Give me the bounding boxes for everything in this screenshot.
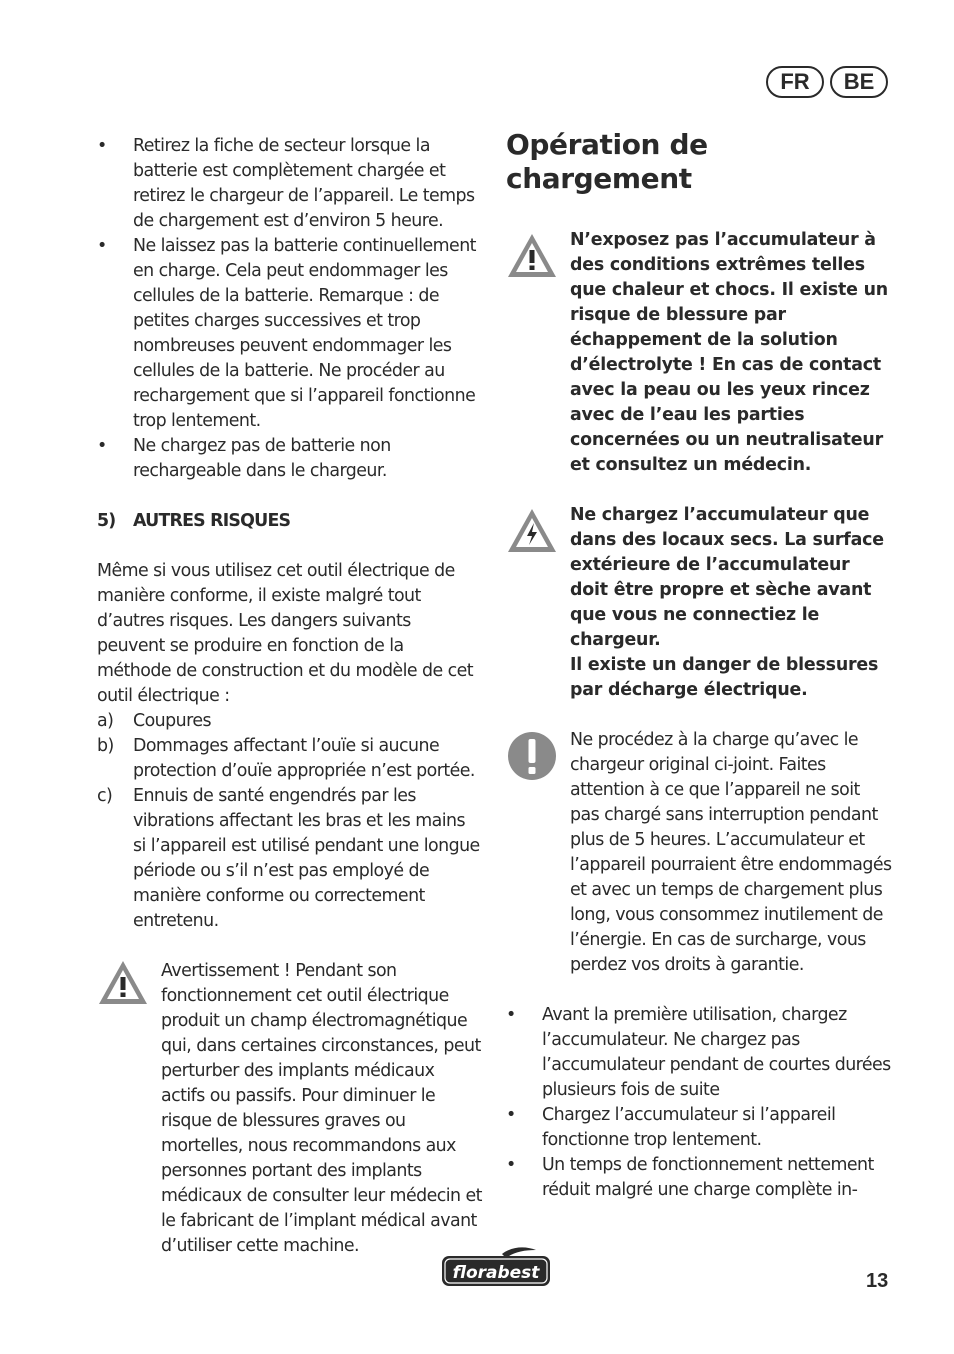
- electric-hazard-icon: [506, 505, 558, 557]
- list-item: • Avant la première utilisation, chargez l’accumulateur. Ne chargez pas l’accumulateur pendant de courtes durées plusieurs fois de suite: [506, 1003, 892, 1103]
- electric-shock-warning-block: [506, 503, 892, 703]
- electrolyte-warning-text: N’exposez pas l’accumulateur à des conditions extrêmes telles que chaleur et chocs. Il existe un risque de blessure par échappement de la solution d’électrolyte ! En cas de contact avec la peau ou les yeux rincez avec de l’eau les parties concernées ou un neutralisateur et consultez un médecin.: [570, 230, 888, 475]
- list-item: a) Coupures: [97, 711, 211, 731]
- charging-note-block: [506, 728, 892, 978]
- charging-instructions-list: [506, 1003, 892, 1203]
- list-item: • Retirez la fiche de secteur lorsque la batterie est complètement chargée et retirez le chargeur de l’appareil. Le temps de chargement est d’environ 5 heure.: [97, 134, 482, 234]
- language-badge-fr: FR: [766, 66, 824, 98]
- florabest-logo: [440, 1246, 552, 1288]
- svg-text:florabest: florabest: [452, 1263, 540, 1283]
- list-item: • Un temps de fonctionnement nettement réduit malgré une charge complète in-: [506, 1153, 892, 1203]
- charging-note-text: Ne procédez à la charge qu’avec le chargeur original ci-joint. Faites attention à ce que l’appareil ne soit pas chargé sans interruption pendant plus de 5 heures. L’accumulateur et l’appareil pourraient être endommagés et avec un temps de chargement plus long, vous consommez inutilement de l’énergie. En cas de surcharge, vous perdez vos droits à garantie.: [570, 730, 892, 975]
- list-item: c) Ennuis de santé engendrés par les vibrations affectant les bras et les mains si l’appareil est utilisé pendant une longue période ou s’il n’est pas employé de manière conforme ou correctement entretenu.: [97, 786, 480, 931]
- emf-warning-text: Avertissement ! Pendant son fonctionnement cet outil électrique produit un champ électromagnétique qui, dans certaines circonstances, peut perturber des implants médicaux actifs ou passifs. Pour diminuer le risque de blessures graves ou mortelles, nous recommandons aux personnes portant des implants médicaux de consulter leur médecin et le fabricant de l’implant médical avant d’utiliser cette machine.: [161, 961, 482, 1256]
- warning-triangle-icon: [506, 230, 558, 282]
- page-title: Opération de chargement: [506, 128, 708, 195]
- emf-warning-block: [97, 959, 482, 1259]
- exclamation-circle-icon: [506, 730, 558, 782]
- list-item: • Chargez l’accumulateur si l’appareil fonctionne trop lentement.: [506, 1103, 892, 1153]
- warning-triangle-icon: [97, 957, 149, 1009]
- right-column: [506, 128, 892, 1203]
- risks-list: [97, 709, 482, 934]
- section-heading: 5) AUTRES RISQUES: [97, 511, 291, 531]
- list-item: • Ne chargez pas de batterie non rechargeable dans le chargeur.: [97, 434, 482, 484]
- charging-tips-list: [97, 134, 482, 484]
- section-intro: Même si vous utilisez cet outil électrique de manière conforme, il existe malgré tout d’autres risques. Les dangers suivants peuvent se produire en fonction de la méthode de construction et du modèle de cet outil électrique :: [97, 561, 474, 706]
- page-number: 13: [866, 1270, 889, 1292]
- electrolyte-warning-block: [506, 228, 892, 478]
- list-item: • Ne laissez pas la batterie continuellement en charge. Cela peut endommager les cellules de la batterie. Remarque : de petites charges successives et trop nombreuses peuvent endommager les cellules de la batterie. Ne procéder au rechargement que si l’appareil fonctionne trop lentement.: [97, 234, 482, 434]
- dry-rooms-warning-text: Ne chargez l’accumulateur que dans des locaux secs. La surface extérieure de l’accumulateur doit être propre et sèche avant que vous ne connectiez le chargeur.: [570, 505, 884, 650]
- electric-shock-warning-text: Il existe un danger de blessures par décharge électrique.: [570, 655, 879, 700]
- left-column: [97, 134, 482, 1259]
- list-item: b) Dommages affectant l’ouïe si aucune protection d’ouïe appropriée n’est portée.: [97, 736, 475, 781]
- language-badge-be: BE: [830, 66, 888, 98]
